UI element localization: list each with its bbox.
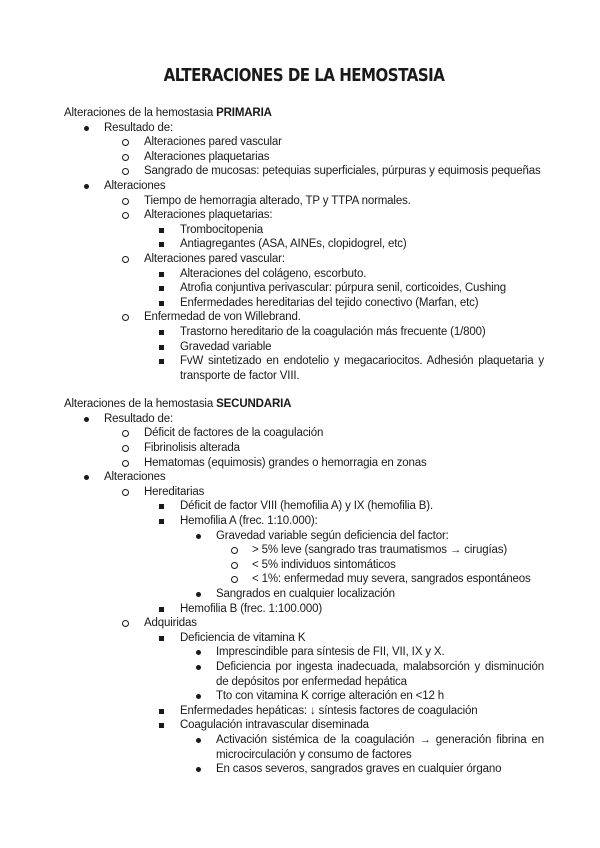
list-item [180,529,544,587]
bullet-circle-icon [231,562,238,569]
item-text: Fibrinolisis alterada [144,442,240,455]
item-text: Trastorno hereditario de la coagulación más frecuente (1/800) [180,325,486,338]
item-text: Deficiencia de vitamina K [180,631,306,644]
bullet-circle-icon [122,489,129,496]
item-text: En casos severos, sangrados graves en cualquier órgano [216,763,502,776]
heading-prefix: Alteraciones de la hemostasia [64,398,217,411]
item-text: Tiempo de hemorragia alterado, TP y TTPA normales. [144,194,411,207]
section-heading-secundaria [64,397,544,412]
item-text: Alteraciones del colágeno, escorbuto. [180,267,367,280]
list-item [104,441,544,456]
primaria-list [64,121,544,384]
bullet-disc-icon [196,665,201,670]
item-text: Coagulación intravascular diseminada [180,719,369,732]
list-item [144,267,544,282]
bullet-circle-icon [122,139,129,146]
bullet-circle-icon [231,576,238,583]
item-text: Tto con vitamina K corrige alteración en <12 h [216,690,445,703]
sublist [104,194,544,384]
item-text: Déficit de factores de la coagulación [144,427,324,440]
bullet-square-icon [159,228,164,233]
item-text: Sangrado de mucosas: petequias superficiales, púrpuras y equimosis pequeñas [144,165,541,178]
list-item [144,325,544,340]
item-text: Alteraciones plaquetarias: [144,209,273,222]
item-text: Enfermedades hepáticas: ↓ síntesis factores de coagulación [180,704,478,717]
document-title: ALTERACIONES DE LA HEMOSTASIA [163,66,445,86]
section-heading-primaria [64,106,544,121]
item-text: Alteraciones plaquetarias [144,150,270,163]
item-text: < 1%: enfermedad muy severa, sangrados espontáneos [252,573,531,586]
list-item [144,281,544,296]
bullet-circle-icon [122,430,129,437]
bullet-square-icon [159,345,164,350]
list-item [104,252,544,310]
sublist [144,631,544,777]
bullet-square-icon [159,272,164,277]
item-text: Activación sistémica de la coagulación → generación fibrina en microcirculación y consumo de factores [216,733,544,761]
list-item [104,150,544,165]
item-text: > 5% leve (sangrado tras traumatismos → cirugías) [252,544,508,557]
sublist [180,645,544,703]
bullet-square-icon [159,286,164,291]
sublist [144,499,544,616]
list-item [144,514,544,602]
list-item [104,310,544,383]
list-item [180,660,544,689]
item-text: Atrofia conjuntiva perivascular: púrpura senil, corticoides, Cushing [180,282,507,295]
bullet-circle-icon [122,620,129,627]
list-item [104,135,544,150]
item-text: Sangrados en cualquier localización [216,588,395,600]
list-item [64,470,544,776]
heading-bold: SECUNDARIA [216,398,292,411]
list-item [180,762,544,777]
item-text: Gravedad variable [180,340,272,353]
bullet-square-icon [159,242,164,247]
bullet-circle-icon [122,314,129,321]
item-text: Deficiencia por ingesta inadecuada, malabsorción y disminución de depósitos por enfermedad hepática [216,660,544,688]
heading-prefix: Alteraciones de la hemostasia [64,107,217,119]
bullet-square-icon [159,301,164,306]
bullet-disc-icon [196,694,201,699]
list-item [216,558,544,573]
item-text: Resultado de: [104,121,174,134]
item-text: Hemofilia B (frec. 1:100.000) [180,602,323,615]
list-item [64,121,544,179]
bullet-disc-icon [196,650,201,655]
sublist [216,543,544,587]
list-item [144,718,544,776]
list-item [180,733,544,762]
list-item [104,426,544,441]
list-item [180,587,544,602]
list-item [144,237,544,252]
list-item [104,194,544,209]
item-text: Alteraciones pared vascular: [144,252,285,265]
item-text: Antiagregantes (ASA, AINEs, clopidogrel, etc) [180,238,407,251]
bullet-circle-icon [122,212,129,219]
list-item [104,616,544,777]
bullet-circle-icon [122,198,129,205]
list-item [144,602,544,617]
item-text: < 5% individuos sintomáticos [252,558,396,571]
bullet-disc-icon [196,534,201,539]
bullet-disc-icon [84,184,89,189]
sublist [180,529,544,602]
bullet-circle-icon [231,547,238,554]
sublist [104,485,544,777]
bullet-disc-icon [196,738,201,743]
bullet-disc-icon [84,126,89,131]
list-item [104,456,544,471]
item-text: Enfermedades hereditarias del tejido conectivo (Marfan, etc) [180,296,479,309]
item-text: Enfermedad de von Willebrand. [144,311,301,324]
bullet-square-icon [159,709,164,714]
list-item [64,179,544,383]
list-item [144,340,544,355]
list-item [144,631,544,704]
item-text: Alteraciones [104,471,166,484]
bullet-disc-icon [196,767,201,772]
list-item [104,208,544,252]
bullet-disc-icon [196,592,201,597]
item-text: Adquiridas [144,617,197,630]
sublist [104,135,544,179]
sublist [144,325,544,383]
item-text: Hereditarias [144,485,205,498]
list-item [64,412,544,470]
sublist [104,426,544,470]
list-item [144,296,544,311]
bullet-square-icon [159,607,164,612]
item-text: Resultado de: [104,412,174,425]
list-item [144,354,544,383]
list-item [180,645,544,660]
sublist [144,267,544,311]
sublist [144,223,544,252]
item-text: Hematomas (equimosis) grandes o hemorragia en zonas [144,456,427,469]
bullet-circle-icon [122,445,129,452]
bullet-square-icon [159,359,164,364]
list-item [216,572,544,587]
bullet-square-icon [159,519,164,524]
list-item [216,543,544,558]
bullet-circle-icon [122,154,129,161]
heading-bold: PRIMARIA [216,107,272,119]
list-item [104,164,544,179]
list-item [104,485,544,616]
secundaria-list [64,412,544,777]
bullet-circle-icon [122,256,129,263]
item-text: Alteraciones pared vascular [144,136,282,149]
bullet-square-icon [159,723,164,728]
bullet-circle-icon [122,168,129,175]
bullet-disc-icon [84,417,89,422]
list-item [180,689,544,704]
bullet-square-icon [159,504,164,509]
bullet-square-icon [159,330,164,335]
item-text: Imprescindible para síntesis de FII, VII, IX y X. [216,646,445,659]
list-item [144,704,544,719]
item-text: Hemofilia A (frec. 1:10.000): [180,515,318,528]
list-item [144,223,544,238]
item-text: Gravedad variable según deficiencia del factor: [216,529,449,542]
sublist [180,733,544,777]
list-item [144,499,544,514]
item-text: Trombocitopenia [180,223,263,236]
bullet-square-icon [159,636,164,641]
bullet-disc-icon [84,475,89,480]
item-text: Déficit de factor VIII (hemofilia A) y IX (hemofilia B). [180,500,433,513]
bullet-circle-icon [122,460,129,467]
item-text: FvW sintetizado en endotelio y megacariocitos. Adhesión plaquetaria y transporte de factor VIII. [180,355,544,382]
item-text: Alteraciones [104,179,166,192]
